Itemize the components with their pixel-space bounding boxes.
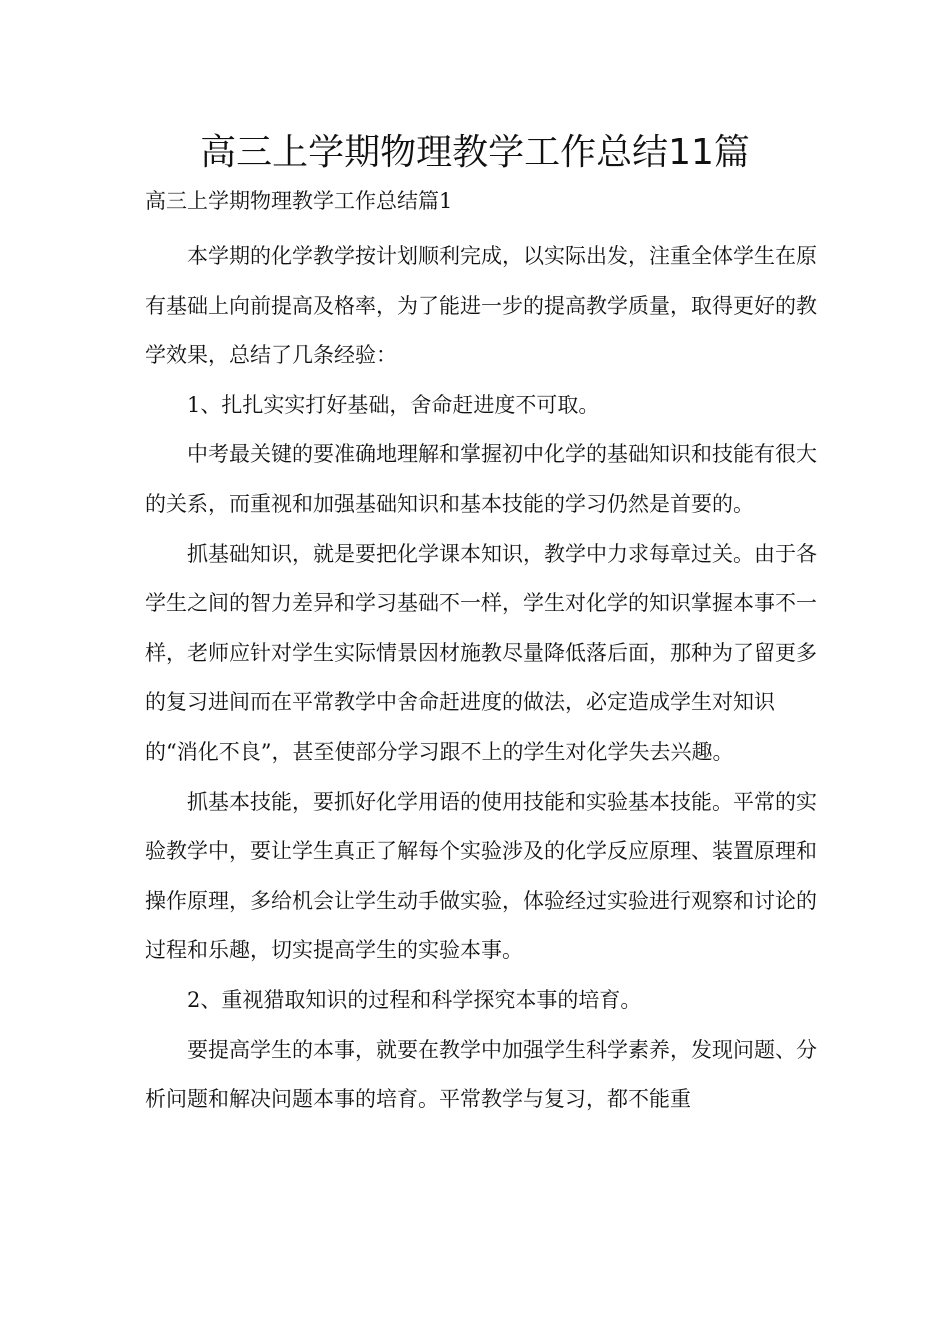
paragraph: 2、重视猎取知识的过程和科学探究本事的培育。 xyxy=(187,987,642,1012)
paragraph: 抓基础知识，就是要把化学课本知识，教学中力求每章过关。由于各学生之间的智力差异和学习基础不一样，学生对化学的知识掌握本事不一样，老师应针对学生实际情景因材施教尽量降低落后面，那种为了留更多的复习进间而在平常教学中舍命赶进度的做法，必定造成学生对知识的“消化不良”，甚至使部分学习跟不上的学生对化学失去兴趣。 xyxy=(145,541,817,764)
paragraph: 要提高学生的本事，就要在教学中加强学生科学素养，发现问题、分析问题和解决问题本事的培育。平常教学与复习，都不能重 xyxy=(145,1037,817,1112)
document-title: 高三上学期物理教学工作总结11篇 xyxy=(200,132,750,173)
paragraph: 抓基本技能，要抓好化学用语的使用技能和实验基本技能。平常的实验教学中，要让学生真正了解每个实验涉及的化学反应原理、装置原理和操作原理，多给机会让学生动手做实验，体验经过实验进行观察和讨论的过程和乐趣，切实提高学生的实验本事。 xyxy=(145,789,817,963)
paragraph: 1、扎扎实实打好基础，舍命赶进度不可取。 xyxy=(187,392,600,417)
section-heading: 高三上学期物理教学工作总结篇1 xyxy=(145,189,453,213)
document-body xyxy=(145,232,825,1125)
paragraph: 中考最关键的要准确地理解和掌握初中化学的基础知识和技能有很大的关系，而重视和加强基础知识和基本技能的学习仍然是首要的。 xyxy=(145,442,817,516)
paragraph: 本学期的化学教学按计划顺利完成，以实际出发，注重全体学生在原有基础上向前提高及格率，为了能进一步的提高教学质量，取得更好的教学效果，总结了几条经验： xyxy=(145,244,817,368)
